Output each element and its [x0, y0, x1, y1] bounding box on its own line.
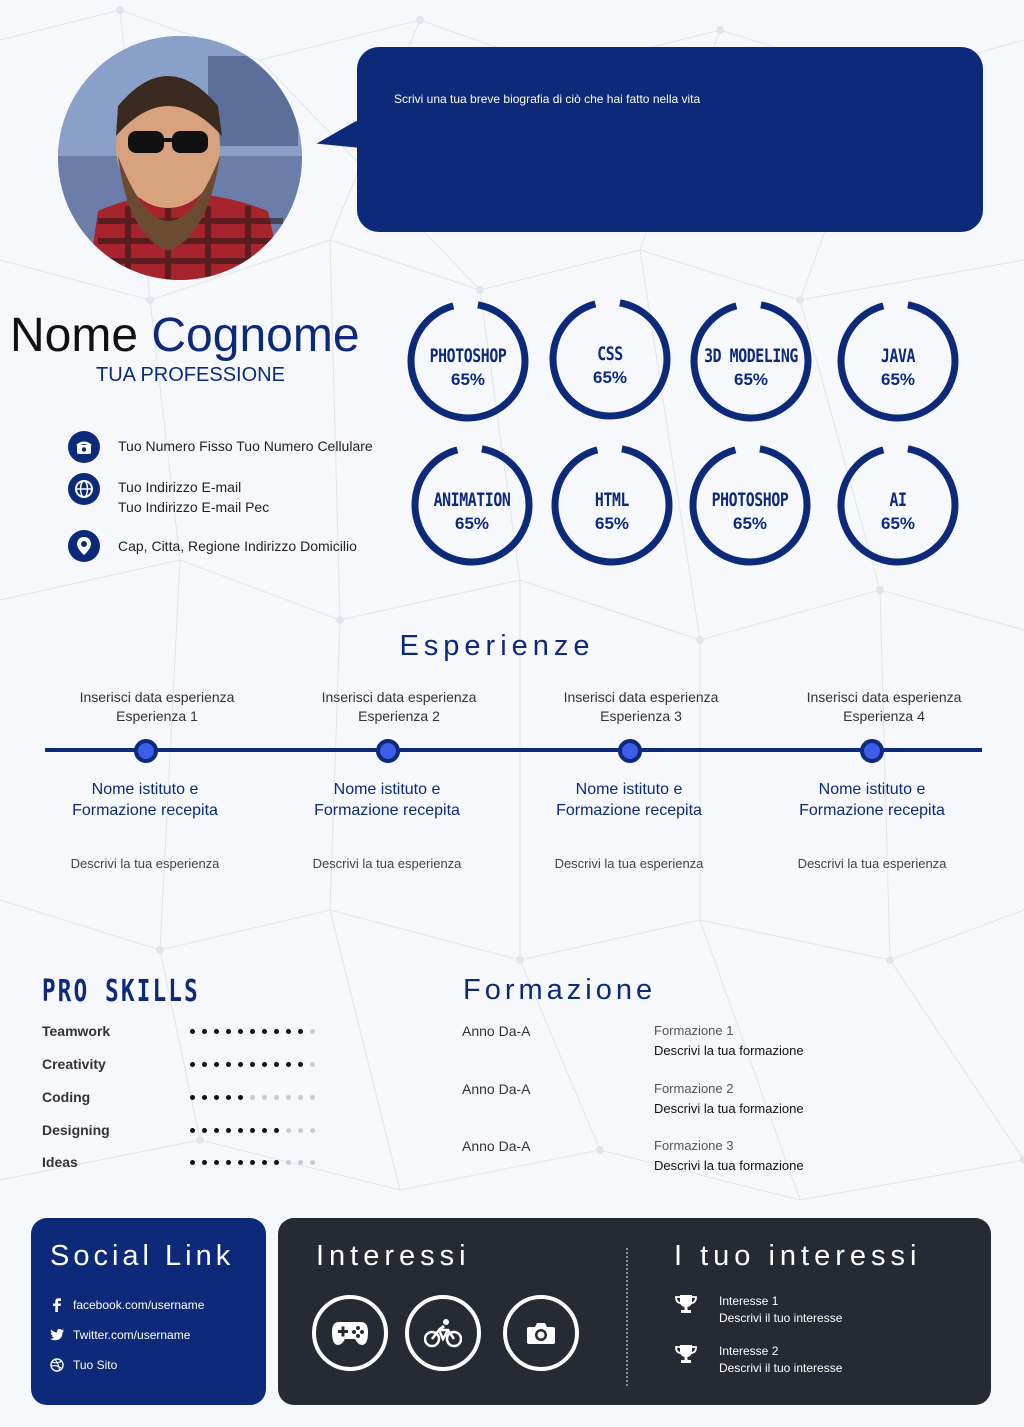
pro-skill-name: Ideas	[42, 1154, 78, 1170]
skill-dot-filled	[202, 1160, 207, 1165]
social-link-twitter[interactable]	[50, 1328, 190, 1342]
pro-skill-row	[42, 1089, 342, 1111]
experience-details	[267, 779, 507, 871]
skill-dot-filled	[226, 1095, 231, 1100]
skill-dot-filled	[202, 1095, 207, 1100]
interests-title: Interessi	[316, 1240, 471, 1272]
phone-icon	[68, 431, 100, 463]
skill-dot-filled	[238, 1095, 243, 1100]
skill-dot-filled	[202, 1128, 207, 1133]
pro-skill-row	[42, 1056, 342, 1078]
experience-details	[752, 779, 992, 871]
pro-skills-title: PRO SKILLS	[42, 974, 200, 1009]
skill-dot-filled	[238, 1062, 243, 1067]
skill-dots	[190, 1095, 315, 1100]
experience-institute: Nome istituto e	[333, 781, 441, 798]
experience-description: Descrivi la tua esperienza	[312, 856, 462, 871]
experience-training: Formazione recepita	[556, 802, 702, 819]
skill-dot-empty	[286, 1095, 291, 1100]
skill-dot-filled	[214, 1128, 219, 1133]
skill-dot-empty	[286, 1160, 291, 1165]
skill-dot-filled	[190, 1062, 195, 1067]
interest-photography	[503, 1295, 579, 1371]
your-interests-title: I tuo interessi	[674, 1240, 922, 1272]
experience-date: Inserisci data esperienza	[79, 689, 235, 705]
pro-skill-row	[42, 1023, 342, 1045]
skill-ring-percent: 65%	[880, 370, 916, 389]
skill-ring	[689, 299, 813, 423]
interest-gaming	[312, 1295, 388, 1371]
timeline-dot	[618, 739, 642, 763]
dribbble-icon	[50, 1358, 64, 1372]
contact-phone	[68, 431, 373, 463]
contact-address	[68, 530, 357, 562]
skill-dot-filled	[250, 1062, 255, 1067]
skill-dot-filled	[226, 1029, 231, 1034]
experience-description: Descrivi la tua esperienza	[554, 856, 704, 871]
skill-ring-name: HTML	[594, 489, 630, 511]
skill-dot-filled	[262, 1128, 267, 1133]
skill-dot-filled	[250, 1029, 255, 1034]
skill-dot-empty	[310, 1062, 315, 1067]
skill-dot-empty	[262, 1095, 267, 1100]
social-link-label: Twitter.com/username	[73, 1328, 191, 1342]
skill-dot-filled	[262, 1160, 267, 1165]
skill-dot-filled	[274, 1128, 279, 1133]
skill-dots	[190, 1160, 315, 1165]
skill-dot-empty	[310, 1095, 315, 1100]
experience-training: Formazione recepita	[314, 802, 460, 819]
skill-dot-empty	[298, 1095, 303, 1100]
skill-dot-filled	[274, 1029, 279, 1034]
skill-dot-empty	[274, 1095, 279, 1100]
skill-dot-empty	[310, 1029, 315, 1034]
skill-dot-filled	[190, 1095, 195, 1100]
social-link-label: facebook.com/username	[73, 1298, 205, 1312]
skill-dot-filled	[226, 1062, 231, 1067]
experience-item	[521, 688, 761, 726]
experience-item	[764, 688, 1004, 726]
skill-dot-filled	[274, 1062, 279, 1067]
skill-ring	[406, 299, 530, 423]
skill-dot-filled	[286, 1029, 291, 1034]
phone-numbers: Tuo Numero Fisso Tuo Numero Cellulare	[118, 438, 373, 454]
skill-dot-filled	[298, 1062, 303, 1067]
interest-description: Descrivi il tuo interesse	[719, 1361, 843, 1375]
education-title: Formazione 1	[654, 1023, 734, 1038]
skill-ring-name: ANIMATION	[433, 489, 511, 511]
education-years: Anno Da-A	[462, 1081, 531, 1097]
pro-skill-name: Teamwork	[42, 1023, 111, 1039]
skill-ring-percent: 65%	[733, 370, 769, 389]
pro-skill-name: Designing	[42, 1122, 110, 1138]
skill-ring-name: 3D MODELING	[704, 345, 798, 367]
skill-ring-percent: 65%	[450, 370, 486, 389]
education-title: Formazione 2	[654, 1081, 734, 1096]
first-name: Nome	[10, 309, 139, 362]
skill-dot-empty	[298, 1160, 303, 1165]
skill-ring-percent: 65%	[732, 514, 768, 533]
timeline-dot	[134, 739, 158, 763]
interest-cycling	[405, 1295, 481, 1371]
experience-date: Inserisci data esperienza	[321, 689, 477, 705]
education-years: Anno Da-A	[462, 1138, 531, 1154]
timeline-dot	[860, 739, 884, 763]
timeline-dot	[376, 739, 400, 763]
skill-dot-filled	[298, 1029, 303, 1034]
education-title: Formazione 3	[654, 1138, 734, 1153]
gamepad-icon	[331, 1320, 369, 1346]
skill-dot-empty	[298, 1128, 303, 1133]
experience-label: Esperienza 3	[600, 708, 682, 724]
experience-institute: Nome istituto e	[575, 781, 683, 798]
full-name	[10, 308, 360, 363]
skill-dot-filled	[250, 1160, 255, 1165]
skill-dot-filled	[190, 1128, 195, 1133]
experience-training: Formazione recepita	[72, 802, 218, 819]
bio-bubble	[357, 47, 983, 232]
pec-address: Tuo Indirizzo E-mail Pec	[118, 499, 270, 515]
social-link-website[interactable]	[50, 1358, 117, 1372]
interest-description: Descrivi il tuo interesse	[719, 1311, 843, 1325]
education-description: Descrivi la tua formazione	[654, 1101, 804, 1116]
skill-ring-name: PHOTOSHOP	[429, 345, 507, 367]
skill-ring	[836, 299, 960, 423]
experience-item	[279, 688, 519, 726]
skill-dot-empty	[310, 1128, 315, 1133]
pro-skill-name: Creativity	[42, 1056, 106, 1072]
experience-date: Inserisci data esperienza	[806, 689, 962, 705]
pro-skill-name: Coding	[42, 1089, 91, 1105]
skill-ring	[688, 443, 812, 567]
trophy-icon	[675, 1343, 697, 1365]
experience-label: Esperienza 4	[843, 708, 925, 724]
skill-dot-filled	[238, 1128, 243, 1133]
education-years: Anno Da-A	[462, 1023, 531, 1039]
skill-ring-name: PHOTOSHOP	[711, 489, 789, 511]
interest-title: Interesse 2	[719, 1344, 779, 1358]
contact-email	[68, 473, 269, 517]
education-title: Formazione	[463, 974, 657, 1006]
skill-ring	[548, 297, 672, 421]
skill-dot-empty	[310, 1160, 315, 1165]
skill-dots	[190, 1062, 315, 1067]
twitter-icon	[50, 1328, 64, 1342]
education-description: Descrivi la tua formazione	[654, 1043, 804, 1058]
social-links-title: Social Link	[50, 1240, 235, 1272]
last-name: Cognome	[151, 309, 360, 362]
skill-dot-filled	[214, 1062, 219, 1067]
skill-ring-percent: 65%	[454, 514, 490, 533]
skill-dot-filled	[190, 1160, 195, 1165]
skill-dot-filled	[250, 1128, 255, 1133]
location-pin-icon	[68, 530, 100, 562]
email-address: Tuo Indirizzo E-mail	[118, 479, 242, 495]
experience-training: Formazione recepita	[799, 802, 945, 819]
pro-skill-row	[42, 1154, 342, 1176]
skill-ring	[836, 443, 960, 567]
skill-ring	[550, 443, 674, 567]
bicycle-icon	[424, 1318, 462, 1348]
experience-institute: Nome istituto e	[818, 781, 926, 798]
skill-dots	[190, 1128, 315, 1133]
skill-dot-filled	[214, 1029, 219, 1034]
experience-label: Esperienza 1	[116, 708, 198, 724]
experience-description: Descrivi la tua esperienza	[797, 856, 947, 871]
skill-dot-filled	[214, 1095, 219, 1100]
trophy-icon	[675, 1293, 697, 1315]
home-address: Cap, Citta, Regione Indirizzo Domicilio	[118, 538, 357, 554]
profile-photo	[58, 36, 302, 280]
panel-divider	[626, 1248, 628, 1386]
timeline-line	[45, 748, 982, 752]
social-link-facebook[interactable]	[50, 1298, 204, 1312]
experience-date: Inserisci data esperienza	[563, 689, 719, 705]
skill-dot-empty	[250, 1095, 255, 1100]
skill-ring-name: CSS	[597, 343, 623, 365]
experience-institute: Nome istituto e	[91, 781, 199, 798]
skill-dot-empty	[286, 1128, 291, 1133]
experience-description: Descrivi la tua esperienza	[70, 856, 220, 871]
profession: TUA PROFESSIONE	[96, 364, 285, 386]
skill-dot-filled	[238, 1029, 243, 1034]
facebook-icon	[50, 1298, 64, 1312]
skill-dot-filled	[262, 1062, 267, 1067]
skill-ring-percent: 65%	[592, 368, 628, 387]
interest-title: Interesse 1	[719, 1294, 779, 1308]
skill-dot-filled	[226, 1160, 231, 1165]
skill-dot-filled	[226, 1128, 231, 1133]
experience-label: Esperienza 2	[358, 708, 440, 724]
globe-icon	[68, 473, 100, 505]
pro-skill-row	[42, 1122, 342, 1144]
skill-dot-filled	[262, 1029, 267, 1034]
skill-ring-percent: 65%	[880, 514, 916, 533]
skill-dot-filled	[238, 1160, 243, 1165]
skill-ring-name: JAVA	[880, 345, 916, 367]
skill-dot-filled	[202, 1029, 207, 1034]
skill-dot-filled	[202, 1062, 207, 1067]
skill-ring-percent: 65%	[594, 514, 630, 533]
experiences-title: Esperienze	[399, 630, 595, 662]
education-description: Descrivi la tua formazione	[654, 1158, 804, 1173]
social-link-label: Tuo Sito	[73, 1358, 118, 1372]
bio-text: Scrivi una tua breve biografia di ciò che hai fatto nella vita	[394, 92, 701, 106]
skill-ring-name: AI	[889, 489, 907, 511]
interests-panel	[278, 1218, 991, 1405]
camera-icon	[526, 1321, 556, 1345]
interest-item	[675, 1343, 842, 1377]
skill-dot-filled	[214, 1160, 219, 1165]
experience-details	[509, 779, 749, 871]
skill-ring	[410, 443, 534, 567]
skill-dots	[190, 1029, 315, 1034]
experience-details	[25, 779, 265, 871]
interest-item	[675, 1293, 842, 1327]
skill-dot-filled	[286, 1062, 291, 1067]
skill-dot-filled	[274, 1160, 279, 1165]
skill-dot-filled	[190, 1029, 195, 1034]
social-links-panel	[31, 1218, 266, 1405]
experience-item	[37, 688, 277, 726]
